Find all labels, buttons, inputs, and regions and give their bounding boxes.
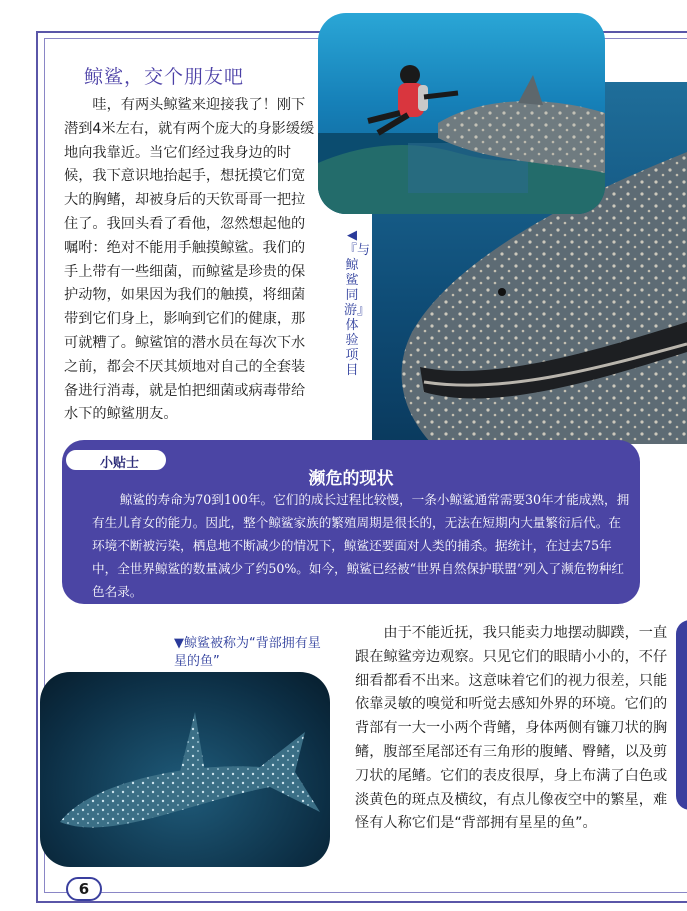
right-edge-tab: [676, 620, 687, 810]
page-number: 6: [66, 877, 102, 901]
tip-tab-label: 小贴士: [100, 456, 140, 471]
tip-title: 濒危的现状: [308, 469, 394, 489]
photo-bottom-caption: ▼鲸鲨被称为“背部拥有星星的鱼”: [174, 636, 321, 669]
article-title: 鲸鲨，交个朋友吧: [84, 66, 245, 88]
tip-text: 鲸鲨的寿命为70到100年。它们的成长过程比较慢，一条小鲸鲨通常需要30年才能成熟，拥有生儿育女的能力。因此，整个鲸鲨家族的繁殖周期是很长的，无法在短期内大量繁衍后代。在环境不断被污染，栖息地不断减少的情况下，鲸鲨还要面对人类的捕杀。据统计，在过去75年中，全世界鲸鲨的数量减少了约50%。如今，鲸鲨已经被“世界自然保护联盟”列入了濒危物种红色名录。: [92, 492, 630, 599]
article-paragraph-2: 由于不能近抚，我只能卖力地摆动脚蹼，一直跟在鲸鲨旁边观察。只见它们的眼睛小小的，不仔细看都看不出来。这意味着它们的视力很差，只能依靠灵敏的嗅觉和听觉去感知外界的环境。它们的背部有一大一小两个背鳍，身体两侧有镰刀状的胸鳍，腹部至尾部还有三角形的腹鳍、臀鳍，以及剪刀状的尾鳍。它们的表皮很厚，身上布满了白色或淡黄色的斑点及横纹，有点儿像夜空中的繁星，难怪有人称它们是“背部拥有星星的鱼”。: [355, 625, 668, 832]
starry-whale-shark-photo: [40, 672, 330, 867]
photo-top-caption: ◀『与鲸鲨同游』体验项目: [344, 228, 371, 378]
article-paragraph-1: 哇，有两头鲸鲨来迎接我了！刚下潜到4米左右，就有两个庞大的身影缓缓地向我靠近。当它们经过我身边的时候，我下意识地抬起手，想抚摸它们宽大的胸鳍，却被身后的天钦哥哥一把拉住了。我回头看了看他，忽然想起他的嘱咐：绝对不能用手触摸鲸鲨。我们的手上带有一些细菌，而鲸鲨是珍贵的保护动物，如果因为我们的触摸，将细菌带到它们身上，影响到它们的健康，那可就糟了。鲸鲨馆的潜水员在每次下水之前，都会不厌其烦地对自己的全套装备进行消毒，就是怕把细菌或病毒带给水下的鲸鲨朋友。: [64, 97, 315, 423]
diver-with-whale-shark-photo: [318, 13, 605, 214]
